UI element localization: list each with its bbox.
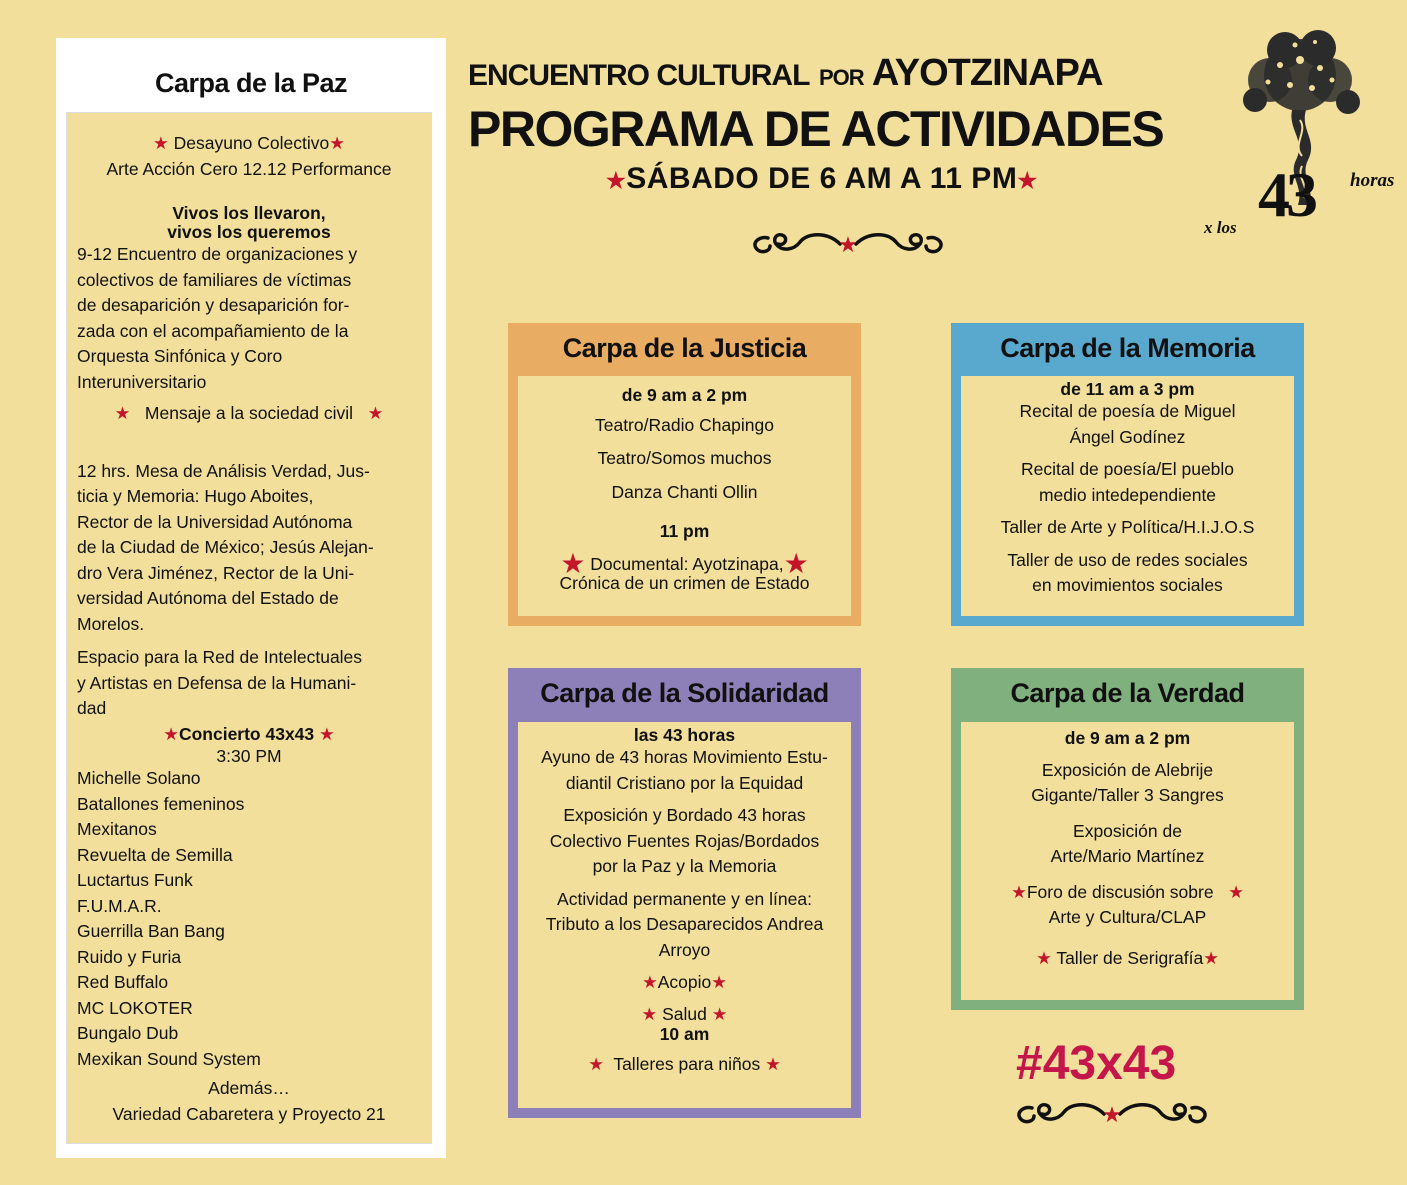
star-icon: ★ — [114, 403, 131, 423]
mesa-text — [77, 459, 421, 638]
carpa-paz-panel — [56, 38, 446, 1158]
star-icon: ★ — [153, 133, 169, 153]
carpa-solidaridad-content — [518, 722, 851, 1108]
star-icon: ★ — [560, 547, 586, 579]
carpa-justicia-content — [518, 376, 851, 616]
desayuno-line — [77, 131, 421, 157]
carpa-solidaridad-title: Carpa de la Solidaridad — [540, 678, 829, 708]
activity-item: Exposición y Bordado 43 horas — [563, 805, 806, 825]
activity-item: Taller de uso de redes sociales — [1007, 549, 1248, 570]
arte-accion-text: Arte Acción Cero 12.12 Performance — [106, 158, 392, 179]
star-icon: ★ — [711, 972, 727, 992]
acopio-text: Acopio — [657, 972, 712, 992]
foro-line — [961, 880, 1294, 906]
mensaje-line — [77, 401, 421, 427]
band-item: Luctartus Funk — [77, 870, 193, 890]
band-item: Revuelta de Semilla — [77, 844, 233, 865]
text-line: dro Vera Jiménez, Rector de la Uni- — [77, 562, 355, 583]
carpa-paz-content — [66, 112, 432, 1144]
text-line: Orquesta Sinfónica y Coro — [77, 346, 283, 366]
activity-item: medio intedependiente — [1038, 484, 1217, 505]
text-line: 12 hrs. Mesa de Análisis Verdad, Jus- — [77, 460, 370, 481]
band-item: Mexikan Sound System — [77, 1048, 261, 1069]
star-icon: ★ — [319, 723, 335, 744]
star-icon: ★ — [163, 723, 179, 744]
foro-text: Foro de discusión sobre — [1026, 881, 1214, 902]
band-item: Red Buffalo — [77, 972, 169, 992]
text-line: de desaparición y desaparición for- — [77, 295, 350, 315]
logo-number: 43 — [1258, 159, 1314, 230]
carpa-verdad-content — [961, 722, 1294, 1000]
activity-item: Teatro/Radio Chapingo — [594, 414, 774, 435]
salud-text: Salud — [662, 1003, 707, 1024]
star-icon: ★ — [783, 547, 809, 579]
text-line: versidad Autónoma del Estado de — [77, 588, 339, 608]
serigrafia-line — [961, 946, 1294, 972]
carpa-justicia-card — [508, 323, 861, 626]
activity-item: Tributo a los Desaparecidos Andrea — [545, 914, 824, 934]
solidaridad-time: las 43 horas — [633, 725, 736, 745]
carpa-justicia-title: Carpa de la Justicia — [562, 333, 807, 363]
salud-line — [518, 1003, 851, 1025]
justicia-time-1: de 9 am a 2 pm — [621, 385, 748, 405]
star-icon: ★ — [1203, 947, 1219, 968]
activity-item: Taller de Arte y Política/H.I.J.O.S — [1000, 517, 1255, 537]
band-item: Guerrilla Ban Bang — [77, 921, 225, 941]
memoria-time: de 11 am a 3 pm — [1060, 379, 1195, 399]
activity-item: Gigante/Taller 3 Sangres — [1031, 785, 1224, 805]
activity-item: por la Paz y la Memoria — [592, 856, 777, 876]
text-line: Interuniversitario — [77, 371, 207, 392]
ornament-divider-icon — [1012, 1098, 1212, 1130]
star-icon: ★ — [1017, 168, 1038, 193]
header-line-1 — [468, 52, 1103, 95]
vivos-line-2: vivos los queremos — [167, 222, 331, 242]
header-line-3 — [606, 162, 1038, 196]
logo-43-horas — [1200, 20, 1400, 245]
activity-item: Ángel Godínez — [1069, 426, 1186, 447]
ornament-divider-icon — [748, 228, 948, 260]
text-line: y Artistas en Defensa de la Humani- — [77, 672, 357, 693]
activity-item: Colectivo Fuentes Rojas/Bordados — [549, 830, 820, 851]
text-line: dad — [77, 698, 107, 718]
band-item: Batallones femeninos — [77, 793, 245, 814]
variedad-text: Variedad Cabaretera y Proyecto 21 — [112, 1103, 386, 1124]
hashtag-text: #43x43 — [1016, 1037, 1177, 1090]
text-line: 9-12 Encuentro de organizaciones y — [77, 244, 358, 264]
activity-item: Teatro/Somos muchos — [597, 448, 772, 468]
documental-subtitle: Crónica de un crimen de Estado — [559, 573, 810, 593]
svg-text:★: ★ — [838, 233, 858, 258]
text-line: Espacio para la Red de Intelectuales — [77, 647, 363, 667]
logo-suffix: horas — [1350, 170, 1395, 191]
star-icon: ★ — [642, 972, 658, 992]
activity-item: Exposición de — [1073, 820, 1182, 841]
star-icon: ★ — [711, 1003, 728, 1024]
espacio-text — [77, 645, 421, 722]
carpa-verdad-title: Carpa de la Verdad — [1010, 678, 1245, 708]
text-line: ticia y Memoria: Hugo Aboites, — [77, 486, 314, 506]
activity-item: Recital de poesía de Miguel — [1019, 401, 1236, 421]
encuentro-text — [77, 242, 421, 395]
band-item: Bungalo Dub — [77, 1023, 179, 1043]
header-line-2: PROGRAMA DE ACTIVIDADES — [468, 101, 1164, 157]
text-line: zada con el acompañamiento de la — [77, 320, 349, 341]
star-icon: ★ — [588, 1053, 604, 1074]
text-line: Morelos. — [77, 613, 145, 634]
activity-item: Arroyo — [658, 939, 711, 960]
activity-item: Danza Chanti Ollin — [611, 481, 758, 502]
star-icon: ★ — [1036, 947, 1052, 968]
header-encuentro: ENCUENTRO CULTURAL — [468, 59, 810, 92]
acopio-line — [518, 970, 851, 996]
text-line: de la Ciudad de México; Jesús Alejan- — [77, 537, 374, 557]
star-icon: ★ — [1011, 881, 1027, 902]
concierto-text: Concierto 43x43 — [178, 723, 315, 744]
header-ayotzinapa: AYOTZINAPA — [871, 52, 1103, 94]
star-icon: ★ — [367, 403, 384, 423]
carpa-paz-title: Carpa de la Paz — [154, 68, 348, 98]
talleres-line — [518, 1052, 851, 1078]
carpa-memoria-content — [961, 376, 1294, 616]
activity-item: diantil Cristiano por la Equidad — [565, 772, 804, 793]
activity-item: en movimientos sociales — [1032, 575, 1223, 595]
verdad-time: de 9 am a 2 pm — [1064, 728, 1191, 748]
star-icon: ★ — [329, 133, 345, 153]
star-icon: ★ — [606, 168, 627, 193]
carpa-memoria-card — [951, 323, 1304, 626]
documental-text: Documental: Ayotzinapa, — [590, 553, 784, 574]
concierto-line — [77, 722, 421, 748]
activity-item: Actividad permanente y en línea: — [557, 888, 812, 909]
carpa-verdad-card — [951, 668, 1304, 1010]
mensaje-text: Mensaje a la sociedad civil — [144, 403, 354, 423]
activity-item: Recital de poesía/El pueblo — [1020, 459, 1235, 479]
vivos-line-1: Vivos los llevaron, — [172, 203, 326, 223]
solidaridad-time-2: 10 am — [659, 1023, 710, 1044]
header-date: SÁBADO DE 6 AM A 11 PM — [626, 162, 1018, 195]
band-item: Michelle Solano — [77, 768, 201, 788]
activity-item: Arte/Mario Martínez — [1050, 846, 1205, 866]
justicia-time-2: 11 pm — [659, 521, 710, 541]
concierto-time: 3:30 PM — [216, 746, 282, 766]
star-icon: ★ — [1228, 881, 1244, 902]
band-item: Mexitanos — [77, 819, 157, 839]
talleres-text: Talleres para niños — [613, 1053, 761, 1074]
desayuno-text: Desayuno Colectivo — [173, 133, 330, 153]
header-por: POR — [818, 65, 864, 90]
logo-prefix: x los — [1204, 218, 1237, 237]
band-list — [77, 766, 421, 1072]
star-icon: ★ — [765, 1053, 781, 1074]
activity-item: Exposición de Alebrije — [1041, 759, 1214, 780]
band-item: F.U.M.A.R. — [77, 895, 162, 916]
band-item: Ruido y Furia — [77, 946, 182, 967]
band-item: MC LOKOTER — [77, 997, 193, 1018]
serigrafia-text: Taller de Serigrafía — [1056, 947, 1204, 968]
star-icon: ★ — [641, 1003, 658, 1024]
foro-subtitle: Arte y Cultura/CLAP — [1048, 907, 1207, 927]
activity-item: Ayuno de 43 horas Movimiento Estu- — [541, 747, 828, 767]
svg-text:★: ★ — [1102, 1103, 1122, 1128]
carpa-solidaridad-card — [508, 668, 861, 1118]
text-line: Rector de la Universidad Autónoma — [77, 511, 353, 532]
ademas-text: Además… — [208, 1078, 290, 1098]
text-line: colectivos de familiares de víctimas — [77, 269, 352, 290]
carpa-memoria-title: Carpa de la Memoria — [1000, 333, 1255, 363]
